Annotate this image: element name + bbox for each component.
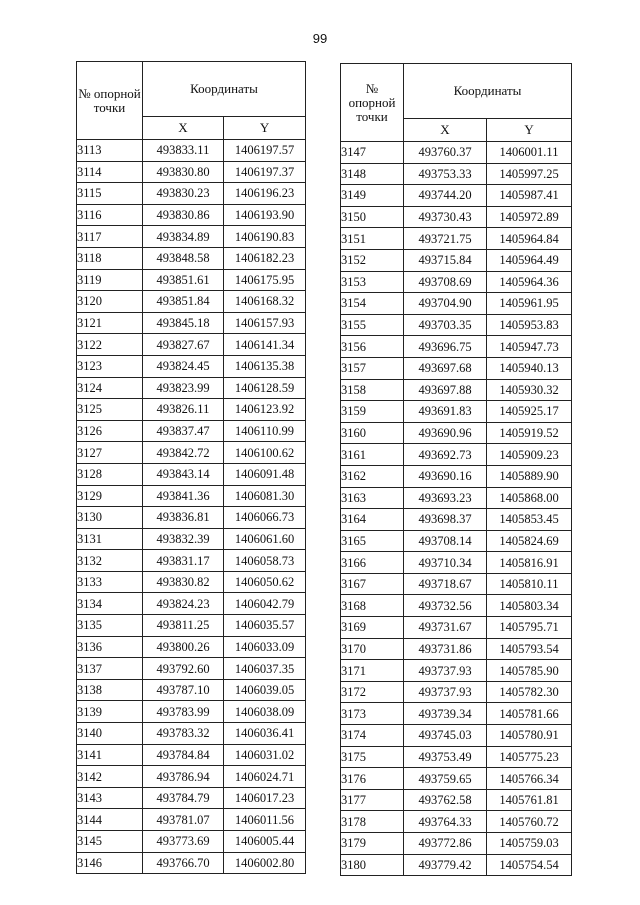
point-number-cell: 3145 bbox=[77, 831, 143, 853]
coordinates-table-left bbox=[76, 61, 306, 874]
table-row bbox=[77, 291, 306, 313]
table-row bbox=[77, 744, 306, 766]
point-number-cell: 3174 bbox=[341, 725, 404, 747]
table-row bbox=[77, 787, 306, 809]
y-coordinate-cell: 1405964.36 bbox=[487, 271, 572, 293]
y-coordinate-cell: 1406193.90 bbox=[224, 204, 306, 226]
table-row bbox=[77, 615, 306, 637]
point-number-cell: 3115 bbox=[77, 183, 143, 205]
point-number-cell: 3149 bbox=[341, 185, 404, 207]
y-coordinate-cell: 1405795.71 bbox=[487, 617, 572, 639]
y-coordinate-cell: 1406005.44 bbox=[224, 831, 306, 853]
x-coordinate-cell: 493787.10 bbox=[143, 679, 224, 701]
table-row bbox=[341, 487, 572, 509]
point-number-cell: 3127 bbox=[77, 442, 143, 464]
x-coordinate-cell: 493827.67 bbox=[143, 334, 224, 356]
point-number-cell: 3138 bbox=[77, 679, 143, 701]
x-coordinate-cell: 493830.80 bbox=[143, 161, 224, 183]
point-number-cell: 3142 bbox=[77, 766, 143, 788]
y-coordinate-cell: 1406037.35 bbox=[224, 658, 306, 680]
x-coordinate-cell: 493851.61 bbox=[143, 269, 224, 291]
x-coordinate-cell: 493830.23 bbox=[143, 183, 224, 205]
table-row bbox=[341, 293, 572, 315]
point-number-cell: 3141 bbox=[77, 744, 143, 766]
y-coordinate-cell: 1406066.73 bbox=[224, 507, 306, 529]
table-row bbox=[341, 703, 572, 725]
point-number-cell: 3118 bbox=[77, 247, 143, 269]
point-number-cell: 3113 bbox=[77, 140, 143, 162]
y-coordinate-cell: 1406128.59 bbox=[224, 377, 306, 399]
point-number-cell: 3150 bbox=[341, 206, 404, 228]
x-coordinate-cell: 493718.67 bbox=[404, 573, 487, 595]
table-row bbox=[341, 357, 572, 379]
table-row bbox=[77, 140, 306, 162]
point-number-cell: 3164 bbox=[341, 509, 404, 531]
table-row bbox=[77, 355, 306, 377]
x-coordinate-cell: 493824.23 bbox=[143, 593, 224, 615]
point-number-cell: 3154 bbox=[341, 293, 404, 315]
y-coordinate-cell: 1406100.62 bbox=[224, 442, 306, 464]
x-coordinate-cell: 493800.26 bbox=[143, 636, 224, 658]
table-row bbox=[77, 442, 306, 464]
y-coordinate-cell: 1406197.57 bbox=[224, 140, 306, 162]
point-number-cell: 3161 bbox=[341, 444, 404, 466]
point-number-cell: 3120 bbox=[77, 291, 143, 313]
y-coordinate-cell: 1406091.48 bbox=[224, 463, 306, 485]
table-row bbox=[341, 185, 572, 207]
point-number-cell: 3119 bbox=[77, 269, 143, 291]
table-row bbox=[77, 334, 306, 356]
table-row bbox=[77, 312, 306, 334]
y-coordinate-cell: 1405782.30 bbox=[487, 681, 572, 703]
y-coordinate-cell: 1406175.95 bbox=[224, 269, 306, 291]
table-row bbox=[341, 681, 572, 703]
point-number-cell: 3169 bbox=[341, 617, 404, 639]
table-row bbox=[77, 766, 306, 788]
x-coordinate-cell: 493764.33 bbox=[404, 811, 487, 833]
table-row bbox=[341, 833, 572, 855]
point-number-cell: 3175 bbox=[341, 746, 404, 768]
x-coordinate-cell: 493745.03 bbox=[404, 725, 487, 747]
point-number-cell: 3153 bbox=[341, 271, 404, 293]
table-row bbox=[341, 444, 572, 466]
table-row bbox=[77, 593, 306, 615]
table-row bbox=[77, 852, 306, 874]
point-number-cell: 3135 bbox=[77, 615, 143, 637]
table-row bbox=[341, 768, 572, 790]
y-coordinate-cell: 1405810.11 bbox=[487, 573, 572, 595]
header-y: Y bbox=[224, 117, 306, 140]
table-row bbox=[77, 809, 306, 831]
y-coordinate-cell: 1405793.54 bbox=[487, 638, 572, 660]
point-number-cell: 3136 bbox=[77, 636, 143, 658]
x-coordinate-cell: 493708.14 bbox=[404, 530, 487, 552]
x-coordinate-cell: 493692.73 bbox=[404, 444, 487, 466]
table-row bbox=[341, 271, 572, 293]
x-coordinate-cell: 493753.33 bbox=[404, 163, 487, 185]
point-number-cell: 3132 bbox=[77, 550, 143, 572]
x-coordinate-cell: 493837.47 bbox=[143, 420, 224, 442]
page-number: 99 bbox=[312, 31, 328, 46]
table-row bbox=[341, 379, 572, 401]
y-coordinate-cell: 1406036.41 bbox=[224, 723, 306, 745]
x-coordinate-cell: 493826.11 bbox=[143, 399, 224, 421]
point-number-cell: 3131 bbox=[77, 528, 143, 550]
point-number-cell: 3133 bbox=[77, 571, 143, 593]
y-coordinate-cell: 1406141.34 bbox=[224, 334, 306, 356]
y-coordinate-cell: 1405964.49 bbox=[487, 249, 572, 271]
y-coordinate-cell: 1405781.66 bbox=[487, 703, 572, 725]
table-row bbox=[341, 725, 572, 747]
y-coordinate-cell: 1405925.17 bbox=[487, 401, 572, 423]
x-coordinate-cell: 493830.82 bbox=[143, 571, 224, 593]
x-coordinate-cell: 493766.70 bbox=[143, 852, 224, 874]
x-coordinate-cell: 493691.83 bbox=[404, 401, 487, 423]
x-coordinate-cell: 493783.99 bbox=[143, 701, 224, 723]
table-row bbox=[77, 377, 306, 399]
table-row bbox=[341, 811, 572, 833]
y-coordinate-cell: 1406157.93 bbox=[224, 312, 306, 334]
point-number-cell: 3177 bbox=[341, 789, 404, 811]
x-coordinate-cell: 493783.32 bbox=[143, 723, 224, 745]
x-coordinate-cell: 493698.37 bbox=[404, 509, 487, 531]
point-number-cell: 3166 bbox=[341, 552, 404, 574]
table-row bbox=[77, 420, 306, 442]
header-point-number: № опорной точки bbox=[77, 62, 143, 140]
coordinates-table-right bbox=[340, 63, 572, 876]
table-row bbox=[341, 638, 572, 660]
table-row bbox=[341, 530, 572, 552]
header-y: Y bbox=[487, 119, 572, 142]
point-number-cell: 3160 bbox=[341, 422, 404, 444]
x-coordinate-cell: 493721.75 bbox=[404, 228, 487, 250]
table-row bbox=[77, 183, 306, 205]
point-number-cell: 3134 bbox=[77, 593, 143, 615]
table-body-right bbox=[341, 142, 572, 876]
x-coordinate-cell: 493737.93 bbox=[404, 681, 487, 703]
header-point-number: № опорной точки bbox=[341, 64, 404, 142]
x-coordinate-cell: 493845.18 bbox=[143, 312, 224, 334]
header-x: X bbox=[143, 117, 224, 140]
table-row bbox=[341, 465, 572, 487]
y-coordinate-cell: 1405853.45 bbox=[487, 509, 572, 531]
x-coordinate-cell: 493737.93 bbox=[404, 660, 487, 682]
y-coordinate-cell: 1406035.57 bbox=[224, 615, 306, 637]
table-row bbox=[341, 336, 572, 358]
x-coordinate-cell: 493715.84 bbox=[404, 249, 487, 271]
y-coordinate-cell: 1406061.60 bbox=[224, 528, 306, 550]
y-coordinate-cell: 1406081.30 bbox=[224, 485, 306, 507]
table-row bbox=[77, 679, 306, 701]
table-row bbox=[341, 228, 572, 250]
x-coordinate-cell: 493773.69 bbox=[143, 831, 224, 853]
y-coordinate-cell: 1406197.37 bbox=[224, 161, 306, 183]
x-coordinate-cell: 493848.58 bbox=[143, 247, 224, 269]
y-coordinate-cell: 1406182.23 bbox=[224, 247, 306, 269]
point-number-cell: 3143 bbox=[77, 787, 143, 809]
x-coordinate-cell: 493836.81 bbox=[143, 507, 224, 529]
y-coordinate-cell: 1405964.84 bbox=[487, 228, 572, 250]
y-coordinate-cell: 1406033.09 bbox=[224, 636, 306, 658]
point-number-cell: 3117 bbox=[77, 226, 143, 248]
table-row bbox=[77, 831, 306, 853]
table-row bbox=[341, 314, 572, 336]
point-number-cell: 3139 bbox=[77, 701, 143, 723]
x-coordinate-cell: 493762.58 bbox=[404, 789, 487, 811]
x-coordinate-cell: 493690.16 bbox=[404, 465, 487, 487]
y-coordinate-cell: 1405760.72 bbox=[487, 811, 572, 833]
point-number-cell: 3171 bbox=[341, 660, 404, 682]
point-number-cell: 3158 bbox=[341, 379, 404, 401]
point-number-cell: 3172 bbox=[341, 681, 404, 703]
y-coordinate-cell: 1405775.23 bbox=[487, 746, 572, 768]
table-row bbox=[341, 249, 572, 271]
y-coordinate-cell: 1405780.91 bbox=[487, 725, 572, 747]
y-coordinate-cell: 1406135.38 bbox=[224, 355, 306, 377]
x-coordinate-cell: 493704.90 bbox=[404, 293, 487, 315]
x-coordinate-cell: 493811.25 bbox=[143, 615, 224, 637]
x-coordinate-cell: 493833.11 bbox=[143, 140, 224, 162]
y-coordinate-cell: 1405909.23 bbox=[487, 444, 572, 466]
table-row bbox=[77, 701, 306, 723]
point-number-cell: 3125 bbox=[77, 399, 143, 421]
y-coordinate-cell: 1406002.80 bbox=[224, 852, 306, 874]
point-number-cell: 3165 bbox=[341, 530, 404, 552]
y-coordinate-cell: 1406123.92 bbox=[224, 399, 306, 421]
table-row bbox=[77, 507, 306, 529]
y-coordinate-cell: 1405953.83 bbox=[487, 314, 572, 336]
y-coordinate-cell: 1405761.81 bbox=[487, 789, 572, 811]
y-coordinate-cell: 1405766.34 bbox=[487, 768, 572, 790]
table-row bbox=[341, 617, 572, 639]
x-coordinate-cell: 493779.42 bbox=[404, 854, 487, 876]
table-row bbox=[341, 206, 572, 228]
point-number-cell: 3178 bbox=[341, 811, 404, 833]
point-number-cell: 3179 bbox=[341, 833, 404, 855]
x-coordinate-cell: 493690.96 bbox=[404, 422, 487, 444]
y-coordinate-cell: 1406001.11 bbox=[487, 142, 572, 164]
table-row bbox=[77, 485, 306, 507]
x-coordinate-cell: 493781.07 bbox=[143, 809, 224, 831]
table-row bbox=[341, 401, 572, 423]
table-row bbox=[341, 595, 572, 617]
x-coordinate-cell: 493832.39 bbox=[143, 528, 224, 550]
y-coordinate-cell: 1406110.99 bbox=[224, 420, 306, 442]
x-coordinate-cell: 493730.43 bbox=[404, 206, 487, 228]
point-number-cell: 3123 bbox=[77, 355, 143, 377]
point-number-cell: 3152 bbox=[341, 249, 404, 271]
y-coordinate-cell: 1406011.56 bbox=[224, 809, 306, 831]
point-number-cell: 3116 bbox=[77, 204, 143, 226]
point-number-cell: 3156 bbox=[341, 336, 404, 358]
y-coordinate-cell: 1405940.13 bbox=[487, 357, 572, 379]
point-number-cell: 3163 bbox=[341, 487, 404, 509]
point-number-cell: 3126 bbox=[77, 420, 143, 442]
table-row bbox=[341, 509, 572, 531]
y-coordinate-cell: 1406038.09 bbox=[224, 701, 306, 723]
x-coordinate-cell: 493732.56 bbox=[404, 595, 487, 617]
point-number-cell: 3162 bbox=[341, 465, 404, 487]
table-row bbox=[341, 660, 572, 682]
point-number-cell: 3144 bbox=[77, 809, 143, 831]
x-coordinate-cell: 493792.60 bbox=[143, 658, 224, 680]
point-number-cell: 3155 bbox=[341, 314, 404, 336]
point-number-cell: 3180 bbox=[341, 854, 404, 876]
point-number-cell: 3157 bbox=[341, 357, 404, 379]
x-coordinate-cell: 493759.65 bbox=[404, 768, 487, 790]
header-coordinates: Координаты bbox=[143, 62, 306, 117]
x-coordinate-cell: 493739.34 bbox=[404, 703, 487, 725]
table-row bbox=[341, 142, 572, 164]
x-coordinate-cell: 493824.45 bbox=[143, 355, 224, 377]
x-coordinate-cell: 493753.49 bbox=[404, 746, 487, 768]
x-coordinate-cell: 493831.17 bbox=[143, 550, 224, 572]
y-coordinate-cell: 1406024.71 bbox=[224, 766, 306, 788]
y-coordinate-cell: 1406190.83 bbox=[224, 226, 306, 248]
table-row bbox=[77, 658, 306, 680]
point-number-cell: 3176 bbox=[341, 768, 404, 790]
point-number-cell: 3137 bbox=[77, 658, 143, 680]
x-coordinate-cell: 493760.37 bbox=[404, 142, 487, 164]
table-row bbox=[77, 463, 306, 485]
table-row bbox=[341, 573, 572, 595]
x-coordinate-cell: 493786.94 bbox=[143, 766, 224, 788]
point-number-cell: 3128 bbox=[77, 463, 143, 485]
point-number-cell: 3170 bbox=[341, 638, 404, 660]
table-row bbox=[341, 552, 572, 574]
x-coordinate-cell: 493772.86 bbox=[404, 833, 487, 855]
x-coordinate-cell: 493708.69 bbox=[404, 271, 487, 293]
x-coordinate-cell: 493841.36 bbox=[143, 485, 224, 507]
table-row bbox=[77, 399, 306, 421]
table-row bbox=[77, 636, 306, 658]
x-coordinate-cell: 493697.68 bbox=[404, 357, 487, 379]
table-row bbox=[77, 226, 306, 248]
x-coordinate-cell: 493851.84 bbox=[143, 291, 224, 313]
point-number-cell: 3168 bbox=[341, 595, 404, 617]
table-row bbox=[77, 161, 306, 183]
x-coordinate-cell: 493830.86 bbox=[143, 204, 224, 226]
table-row bbox=[77, 528, 306, 550]
y-coordinate-cell: 1405803.34 bbox=[487, 595, 572, 617]
point-number-cell: 3159 bbox=[341, 401, 404, 423]
point-number-cell: 3124 bbox=[77, 377, 143, 399]
point-number-cell: 3122 bbox=[77, 334, 143, 356]
x-coordinate-cell: 493703.35 bbox=[404, 314, 487, 336]
x-coordinate-cell: 493696.75 bbox=[404, 336, 487, 358]
point-number-cell: 3140 bbox=[77, 723, 143, 745]
x-coordinate-cell: 493693.23 bbox=[404, 487, 487, 509]
table-body-left bbox=[77, 140, 306, 874]
point-number-cell: 3167 bbox=[341, 573, 404, 595]
table-row bbox=[77, 204, 306, 226]
x-coordinate-cell: 493823.99 bbox=[143, 377, 224, 399]
point-number-cell: 3130 bbox=[77, 507, 143, 529]
x-coordinate-cell: 493697.88 bbox=[404, 379, 487, 401]
table-row bbox=[341, 789, 572, 811]
table-row bbox=[77, 247, 306, 269]
y-coordinate-cell: 1406039.05 bbox=[224, 679, 306, 701]
table-row bbox=[341, 854, 572, 876]
header-coordinates: Координаты bbox=[404, 64, 572, 119]
y-coordinate-cell: 1405930.32 bbox=[487, 379, 572, 401]
y-coordinate-cell: 1406168.32 bbox=[224, 291, 306, 313]
table-row bbox=[77, 269, 306, 291]
x-coordinate-cell: 493710.34 bbox=[404, 552, 487, 574]
point-number-cell: 3148 bbox=[341, 163, 404, 185]
y-coordinate-cell: 1405919.52 bbox=[487, 422, 572, 444]
y-coordinate-cell: 1406058.73 bbox=[224, 550, 306, 572]
y-coordinate-cell: 1405987.41 bbox=[487, 185, 572, 207]
point-number-cell: 3147 bbox=[341, 142, 404, 164]
x-coordinate-cell: 493784.79 bbox=[143, 787, 224, 809]
y-coordinate-cell: 1405972.89 bbox=[487, 206, 572, 228]
x-coordinate-cell: 493744.20 bbox=[404, 185, 487, 207]
y-coordinate-cell: 1406031.02 bbox=[224, 744, 306, 766]
y-coordinate-cell: 1405868.00 bbox=[487, 487, 572, 509]
y-coordinate-cell: 1405785.90 bbox=[487, 660, 572, 682]
header-x: X bbox=[404, 119, 487, 142]
table-row bbox=[77, 723, 306, 745]
y-coordinate-cell: 1406017.23 bbox=[224, 787, 306, 809]
y-coordinate-cell: 1405889.90 bbox=[487, 465, 572, 487]
x-coordinate-cell: 493784.84 bbox=[143, 744, 224, 766]
y-coordinate-cell: 1405824.69 bbox=[487, 530, 572, 552]
point-number-cell: 3151 bbox=[341, 228, 404, 250]
y-coordinate-cell: 1405997.25 bbox=[487, 163, 572, 185]
y-coordinate-cell: 1405816.91 bbox=[487, 552, 572, 574]
table-row bbox=[77, 550, 306, 572]
y-coordinate-cell: 1405754.54 bbox=[487, 854, 572, 876]
table-row bbox=[341, 746, 572, 768]
point-number-cell: 3146 bbox=[77, 852, 143, 874]
y-coordinate-cell: 1406196.23 bbox=[224, 183, 306, 205]
x-coordinate-cell: 493843.14 bbox=[143, 463, 224, 485]
table-row bbox=[341, 422, 572, 444]
point-number-cell: 3173 bbox=[341, 703, 404, 725]
x-coordinate-cell: 493842.72 bbox=[143, 442, 224, 464]
point-number-cell: 3114 bbox=[77, 161, 143, 183]
point-number-cell: 3121 bbox=[77, 312, 143, 334]
table-row bbox=[77, 571, 306, 593]
y-coordinate-cell: 1405961.95 bbox=[487, 293, 572, 315]
y-coordinate-cell: 1406050.62 bbox=[224, 571, 306, 593]
y-coordinate-cell: 1405759.03 bbox=[487, 833, 572, 855]
table-row bbox=[341, 163, 572, 185]
point-number-cell: 3129 bbox=[77, 485, 143, 507]
x-coordinate-cell: 493731.67 bbox=[404, 617, 487, 639]
x-coordinate-cell: 493731.86 bbox=[404, 638, 487, 660]
y-coordinate-cell: 1405947.73 bbox=[487, 336, 572, 358]
y-coordinate-cell: 1406042.79 bbox=[224, 593, 306, 615]
x-coordinate-cell: 493834.89 bbox=[143, 226, 224, 248]
